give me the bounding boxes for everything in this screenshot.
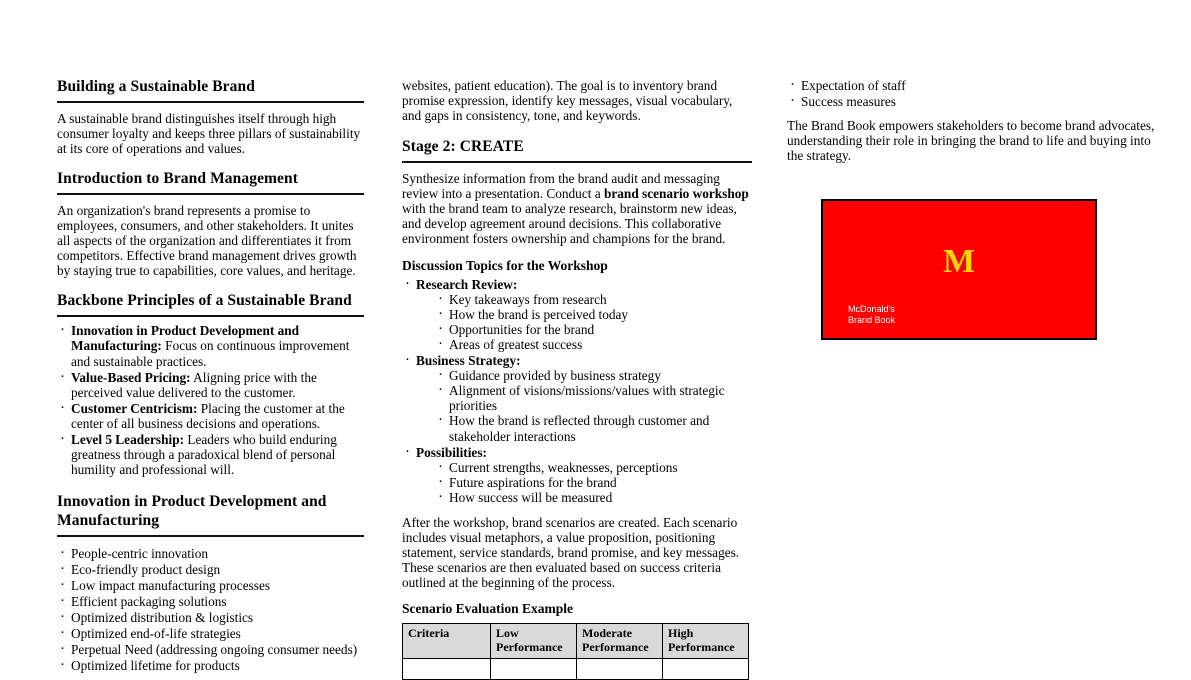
heading-stage-2-create: Stage 2: CREATE bbox=[402, 138, 752, 163]
list-item: · Guidance provided by business strategy bbox=[436, 368, 752, 383]
list-item-group bbox=[402, 277, 752, 352]
list-item bbox=[57, 323, 364, 368]
table-cell bbox=[403, 659, 491, 680]
list-item: · Efficient packaging solutions bbox=[57, 594, 364, 609]
table-row bbox=[403, 659, 749, 680]
caption-line-2: Brand Book bbox=[848, 315, 896, 326]
principle-term: Value-Based Pricing: bbox=[71, 369, 191, 385]
paragraph-after-workshop: After the workshop, brand scenarios are created. Each scenario includes visual metaphors, a value proposition, positioning statement, service standards, brand promise, and key messages. These scenarios are then evaluated based on success criteria outlined at the beginning of the process. bbox=[402, 514, 740, 591]
list-item: · Expectation of staff bbox=[787, 78, 1161, 93]
principle-text: Placing the customer at the center of all business decisions and operations. bbox=[71, 400, 345, 431]
three-column-layout bbox=[0, 78, 1191, 680]
nested-list bbox=[416, 460, 752, 505]
heading-backbone-principles: Backbone Principles of a Sustainable Brand bbox=[57, 292, 364, 317]
list-item: · People-centric innovation bbox=[57, 546, 364, 561]
mcdonalds-brand-book-image bbox=[821, 199, 1097, 340]
table-header-row bbox=[403, 624, 749, 659]
list-item: · Low impact manufacturing processes bbox=[57, 578, 364, 593]
list-item: · Optimized distribution & logistics bbox=[57, 610, 364, 625]
list-item: · How success will be measured bbox=[436, 490, 752, 505]
list-item: · Eco-friendly product design bbox=[57, 562, 364, 577]
list-item: · Optimized lifetime for products bbox=[57, 658, 364, 673]
nested-list bbox=[416, 368, 752, 443]
table-cell bbox=[577, 659, 663, 680]
group-label: Business Strategy: bbox=[416, 353, 521, 369]
mcdonalds-m-logo-icon: M bbox=[942, 243, 976, 281]
list-backbone-principles bbox=[57, 323, 364, 477]
table-header-cell: Criteria bbox=[403, 624, 491, 659]
list-item: · How the brand is perceived today bbox=[436, 307, 752, 322]
list-item: · Current strengths, weaknesses, perceptions bbox=[436, 460, 752, 475]
stage-intro-bold: brand scenario workshop bbox=[603, 186, 749, 202]
paragraph-introduction-brand-management: An organization's brand represents a promise to employees, consumers, and other stakeholders. It unites all aspects of the organization and differentiates it from competitors. Effective brand management drives growth by staying true to capabilities, core values, and heritage. bbox=[57, 203, 357, 279]
list-innovation-items bbox=[57, 546, 364, 674]
table-header-cell: High Performance bbox=[663, 624, 749, 659]
list-item: · Perpetual Need (addressing ongoing consumer needs) bbox=[57, 642, 364, 657]
brand-book-figure bbox=[821, 199, 1161, 340]
column-left bbox=[0, 78, 397, 675]
list-item bbox=[57, 370, 364, 400]
heading-innovation-product-development: Innovation in Product Development and Manufacturing bbox=[57, 493, 364, 537]
heading-scenario-evaluation-example: Scenario Evaluation Example bbox=[402, 601, 574, 617]
list-item-group bbox=[402, 445, 752, 505]
stage-intro-part1: Synthesize information from the brand audit and messaging review into a presentation. Conduct a bbox=[402, 171, 720, 202]
column-right bbox=[777, 78, 1191, 340]
principle-text: Leaders who build enduring greatness through a paradoxical blend of personal humility and professional will. bbox=[71, 431, 337, 478]
list-discussion-topics bbox=[402, 277, 752, 505]
paragraph-stage-2-intro bbox=[402, 171, 752, 246]
heading-building-sustainable-brand: Building a Sustainable Brand bbox=[57, 78, 364, 103]
list-brand-book-elements bbox=[787, 78, 1161, 109]
column-middle bbox=[397, 78, 777, 680]
list-item: · How the brand is reflected through customer and stakeholder interactions bbox=[436, 413, 752, 443]
principle-text: Focus on continuous improvement and sustainable practices. bbox=[71, 338, 350, 369]
list-item: · Areas of greatest success bbox=[436, 337, 752, 352]
heading-introduction-brand-management: Introduction to Brand Management bbox=[57, 170, 364, 195]
table-cell bbox=[491, 659, 577, 680]
principle-term: Customer Centricism: bbox=[71, 400, 198, 416]
paragraph-building-sustainable-brand: A sustainable brand distinguishes itself through high consumer loyalty and keeps three pillars of sustainability at its core of operations and values. bbox=[57, 110, 361, 157]
group-label: Research Review: bbox=[416, 276, 518, 292]
caption-line-1: McDonald's bbox=[848, 303, 895, 314]
scenario-evaluation-table bbox=[402, 623, 749, 679]
list-item bbox=[57, 432, 364, 477]
nested-list bbox=[416, 292, 752, 352]
list-item: · Key takeaways from research bbox=[436, 292, 752, 307]
list-item: · Optimized end-of-life strategies bbox=[57, 626, 364, 641]
heading-discussion-topics: Discussion Topics for the Workshop bbox=[402, 257, 608, 273]
paragraph-brand-book-empowerment: The Brand Book empowers stakeholders to become brand advocates, understanding their role in bringing the brand to life and buying into the strategy. bbox=[787, 118, 1155, 164]
list-item: · Opportunities for the brand bbox=[436, 322, 752, 337]
principle-term: Innovation in Product Development and Manufacturing: bbox=[71, 323, 300, 354]
stage-intro-part2: with the brand team to analyze research, brainstorm new ideas, and develop agreement around decisions. This collaborative environment fosters ownership and champions for the brand. bbox=[402, 201, 737, 247]
group-label: Possibilities: bbox=[416, 444, 487, 460]
list-item: · Success measures bbox=[787, 94, 1161, 109]
list-item: · Future aspirations for the brand bbox=[436, 475, 752, 490]
principle-text: Aligning price with the perceived value delivered to the customer. bbox=[71, 369, 317, 400]
brand-book-caption bbox=[848, 304, 895, 327]
list-item: · Alignment of visions/missions/values with strategic priorities bbox=[436, 383, 752, 413]
table-header-cell: Moderate Performance bbox=[577, 624, 663, 659]
list-item-group bbox=[402, 353, 752, 443]
table-header-cell: Low Performance bbox=[491, 624, 577, 659]
list-item bbox=[57, 401, 364, 431]
principle-term: Level 5 Leadership: bbox=[71, 431, 185, 447]
table-cell bbox=[663, 659, 749, 680]
paragraph-continued-from-previous-page: websites, patient education). The goal is to inventory brand promise expression, identify key messages, visual vocabulary, and gaps in consistency, tone, and keywords. bbox=[402, 78, 733, 124]
